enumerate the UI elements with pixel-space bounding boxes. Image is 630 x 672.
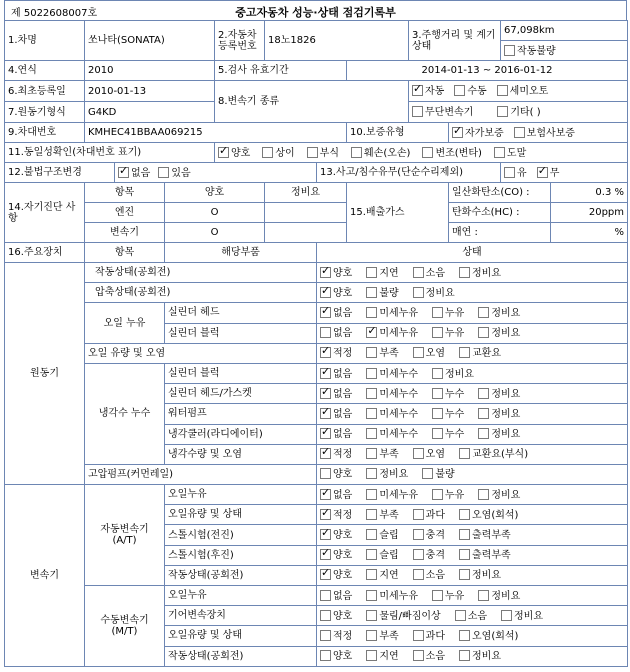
checkbox[interactable] xyxy=(478,590,489,601)
option[interactable]: 누유 xyxy=(432,489,464,501)
first-reg-value: 2010-01-13 xyxy=(85,81,215,102)
state-options xyxy=(317,565,628,585)
identity-label: 11.동일성확인(차대번호 표기) xyxy=(5,143,215,163)
option[interactable]: 정비요 xyxy=(478,307,520,319)
emission-hc-label: 탄화수소(HC) : xyxy=(449,203,551,223)
option[interactable]: 누유 xyxy=(432,307,464,319)
option[interactable]: 충격 xyxy=(413,529,445,541)
checkbox[interactable] xyxy=(366,307,377,318)
inspection-value: 2014-01-13 ~ 2016-01-12 xyxy=(347,61,628,81)
option[interactable]: 누수 xyxy=(432,388,464,400)
state-options xyxy=(317,303,628,323)
option[interactable]: 정비요 xyxy=(501,610,543,622)
option[interactable]: 수동 xyxy=(454,85,486,97)
checkbox[interactable] xyxy=(366,569,377,580)
checkbox[interactable] xyxy=(494,147,505,158)
checkbox[interactable] xyxy=(307,147,318,158)
option[interactable]: 슬립 xyxy=(366,549,398,561)
document-number: 제 5022608007호 xyxy=(11,8,98,19)
option[interactable]: 정비요 xyxy=(413,287,455,299)
at-label: 자동변속기 (A/T) xyxy=(85,485,165,586)
checkbox[interactable] xyxy=(412,106,423,117)
checkbox[interactable] xyxy=(537,167,548,178)
engine-part: 실린더 헤드/가스켓 xyxy=(165,384,317,404)
option[interactable]: 정비요 xyxy=(432,368,474,380)
checkbox[interactable] xyxy=(432,388,443,399)
state-options xyxy=(317,263,628,283)
option[interactable]: 정비요 xyxy=(459,650,501,662)
selfdiag-engine-repair xyxy=(265,203,347,223)
engine-item: 작동상태(공회전) xyxy=(85,263,317,283)
option[interactable]: 누유 xyxy=(432,327,464,339)
option[interactable]: 부족 xyxy=(366,509,398,521)
option[interactable]: 정비요 xyxy=(478,489,520,501)
checkbox[interactable] xyxy=(320,347,331,358)
option[interactable]: 누수 xyxy=(432,408,464,420)
selfdiag-col-good: 양호 xyxy=(165,183,265,203)
option[interactable]: 미세누수 xyxy=(366,428,418,440)
car-name-value: 쏘나타(SONATA) xyxy=(85,21,215,61)
option[interactable]: ✓ 없음 xyxy=(118,167,150,179)
option[interactable]: ✓ 양호 xyxy=(320,267,352,279)
option[interactable]: 정비요 xyxy=(459,569,501,581)
option[interactable]: ✓자동 xyxy=(412,85,444,97)
option[interactable]: 정비요 xyxy=(459,267,501,279)
option[interactable]: ✓ 없음 xyxy=(320,388,352,400)
checkbox[interactable] xyxy=(459,509,470,520)
checkbox[interactable] xyxy=(504,45,515,56)
option[interactable]: ✓ 없음 xyxy=(320,307,352,319)
state-options xyxy=(317,283,628,303)
option[interactable]: 오염(회석) xyxy=(459,630,518,642)
checkbox[interactable] xyxy=(262,147,273,158)
state-options xyxy=(317,343,628,363)
emission-label: 15.배출가스 xyxy=(347,183,449,243)
main-dev-label: 16.주요장치 xyxy=(5,243,85,263)
checkbox[interactable] xyxy=(320,509,331,520)
option[interactable]: 오염 xyxy=(413,448,445,460)
year-value: 2010 xyxy=(85,61,215,81)
emission-co-label: 일산화탄소(CO) : xyxy=(449,183,551,203)
state-options xyxy=(317,444,628,464)
option[interactable]: 있음 xyxy=(158,167,190,179)
checkbox[interactable] xyxy=(320,287,331,298)
checkbox[interactable] xyxy=(320,630,331,641)
emission-smoke-value: % xyxy=(551,223,628,243)
state-options xyxy=(317,485,628,505)
engine-type-value: G4KD xyxy=(85,102,215,123)
option[interactable]: 보험사보증 xyxy=(514,127,575,139)
checkbox[interactable] xyxy=(501,610,512,621)
checkbox[interactable] xyxy=(478,388,489,399)
checkbox[interactable] xyxy=(320,327,331,338)
engine-part: 워터펌프 xyxy=(165,404,317,424)
checkbox[interactable] xyxy=(366,549,377,560)
checkbox[interactable] xyxy=(422,468,433,479)
emission-co-value: 0.3 % xyxy=(551,183,628,203)
engine-item: 고압펌프(커먼레일) xyxy=(85,464,317,484)
option[interactable]: 미세누유 xyxy=(366,307,418,319)
identity-opts xyxy=(215,143,628,163)
state-options xyxy=(317,464,628,484)
checkbox[interactable] xyxy=(366,448,377,459)
mt-part: 오일유량 및 상태 xyxy=(165,626,317,646)
option[interactable]: 소음 xyxy=(455,610,487,622)
checkbox[interactable] xyxy=(413,569,424,580)
state-options xyxy=(317,626,628,646)
option[interactable]: ✓ 미세누유 xyxy=(366,327,418,339)
checkbox[interactable] xyxy=(432,327,443,338)
checkbox[interactable] xyxy=(366,630,377,641)
transmission-opts-1 xyxy=(409,81,628,102)
option[interactable]: 미세누유 xyxy=(366,590,418,602)
option[interactable]: 부족 xyxy=(366,448,398,460)
state-options xyxy=(317,646,628,666)
warranty-label: 10.보증유형 xyxy=(347,123,449,143)
state-options xyxy=(317,363,628,383)
checkbox[interactable] xyxy=(366,347,377,358)
checkbox[interactable] xyxy=(478,489,489,500)
option[interactable]: ✓ 양호 xyxy=(320,569,352,581)
checkbox[interactable] xyxy=(413,287,424,298)
option[interactable]: 교환요 xyxy=(459,347,501,359)
vin-value: KMHEC41BBAA069215 xyxy=(85,123,347,143)
checkbox[interactable] xyxy=(497,106,508,117)
at-part: 스톨시험(전진) xyxy=(165,525,317,545)
checkbox[interactable] xyxy=(455,610,466,621)
option[interactable]: ✓ 적정 xyxy=(320,347,352,359)
main-dev-col-part: 해당부품 xyxy=(165,243,317,263)
checkbox[interactable] xyxy=(413,267,424,278)
at-part: 작동상태(공회전) xyxy=(165,565,317,585)
option[interactable]: 소음 xyxy=(413,569,445,581)
checkbox[interactable] xyxy=(413,630,424,641)
option[interactable]: ✓ 적정 xyxy=(320,509,352,521)
option[interactable]: ✓ 무 xyxy=(537,167,560,179)
option[interactable]: 소음 xyxy=(413,650,445,662)
option[interactable]: ✓ 없음 xyxy=(320,408,352,420)
checkbox[interactable] xyxy=(366,368,377,379)
checkbox[interactable] xyxy=(459,630,470,641)
engine-item: 오일 누유 xyxy=(85,303,165,343)
option[interactable]: 정비요 xyxy=(478,428,520,440)
at-part: 스톨시험(후진) xyxy=(165,545,317,565)
checkbox[interactable] xyxy=(413,650,424,661)
checkbox[interactable] xyxy=(413,529,424,540)
option[interactable]: 미세누수 xyxy=(366,408,418,420)
checkbox[interactable] xyxy=(432,489,443,500)
trans-group: 변속기 xyxy=(5,485,85,667)
at-part: 오일누유 xyxy=(165,485,317,505)
option[interactable]: 누수 xyxy=(432,428,464,440)
checkbox[interactable] xyxy=(432,368,443,379)
option[interactable]: 양호 xyxy=(320,650,352,662)
option[interactable]: ✓ 양호 xyxy=(218,147,250,159)
option[interactable]: 세미오토 xyxy=(497,85,549,97)
checkbox[interactable] xyxy=(320,368,331,379)
option[interactable]: 없음 xyxy=(320,590,352,602)
checkbox[interactable] xyxy=(459,549,470,560)
option[interactable]: 불량 xyxy=(366,287,398,299)
checkbox[interactable] xyxy=(320,489,331,500)
checkbox[interactable] xyxy=(459,448,470,459)
checkbox[interactable] xyxy=(366,327,377,338)
accident-label: 13.사고/침수유무(단순수리제외) xyxy=(317,163,501,183)
checkbox[interactable] xyxy=(478,307,489,318)
checkbox[interactable] xyxy=(320,307,331,318)
state-options xyxy=(317,606,628,626)
state-options xyxy=(317,545,628,565)
transmission-opts-2 xyxy=(409,102,628,123)
checkbox[interactable] xyxy=(366,468,377,479)
checkbox[interactable] xyxy=(366,650,377,661)
checkbox[interactable] xyxy=(158,167,169,178)
checkbox[interactable] xyxy=(366,489,377,500)
illegal-label: 12.불법구조변경 xyxy=(5,163,115,183)
document-header xyxy=(4,0,627,20)
emission-smoke-label: 매연 : xyxy=(449,223,551,243)
inspection-table xyxy=(4,20,628,667)
checkbox[interactable] xyxy=(413,549,424,560)
checkbox[interactable] xyxy=(320,590,331,601)
mt-part: 오일누유 xyxy=(165,586,317,606)
selfdiag-trans-repair xyxy=(265,223,347,243)
reg-no-label: 2.자동차 등록번호 xyxy=(215,21,265,61)
state-options xyxy=(317,323,628,343)
state-options xyxy=(317,505,628,525)
checkbox[interactable] xyxy=(366,287,377,298)
accident-opts xyxy=(501,163,628,183)
emission-hc-value: 20ppm xyxy=(551,203,628,223)
option[interactable]: 기타( ) xyxy=(497,106,540,118)
reg-no-value: 18노1826 xyxy=(265,21,409,61)
checkbox[interactable] xyxy=(320,388,331,399)
checkbox[interactable] xyxy=(413,448,424,459)
option[interactable]: 과다 xyxy=(413,630,445,642)
mileage-label: 3.주행거리 및 계기상태 xyxy=(409,21,501,61)
option[interactable]: 부족 xyxy=(366,347,398,359)
option[interactable]: 정비요 xyxy=(478,590,520,602)
engine-part: 냉각쿨러(라디에이터) xyxy=(165,424,317,444)
checkbox[interactable] xyxy=(452,127,463,138)
option[interactable]: 미세누수 xyxy=(366,368,418,380)
year-label: 4.연식 xyxy=(5,61,85,81)
option[interactable]: ✓ 적정 xyxy=(320,448,352,460)
checkbox[interactable] xyxy=(366,428,377,439)
checkbox[interactable] xyxy=(320,569,331,580)
checkbox[interactable] xyxy=(320,610,331,621)
checkbox[interactable] xyxy=(366,590,377,601)
option[interactable]: 도말 xyxy=(494,147,526,159)
option[interactable]: 없음 xyxy=(320,327,352,339)
engine-part: 실린더 헤드 xyxy=(165,303,317,323)
selfdiag-label: 14.자기진단 사항 xyxy=(5,183,85,243)
option[interactable]: 상이 xyxy=(262,147,294,159)
checkbox[interactable] xyxy=(413,509,424,520)
checkbox[interactable] xyxy=(218,147,229,158)
checkbox[interactable] xyxy=(351,147,362,158)
checkbox[interactable] xyxy=(320,448,331,459)
option[interactable]: 교환요(부식) xyxy=(459,448,528,460)
checkbox[interactable] xyxy=(478,428,489,439)
mt-label: 수동변속기 (M/T) xyxy=(85,586,165,667)
checkbox[interactable] xyxy=(366,509,377,520)
checkbox[interactable] xyxy=(366,267,377,278)
checkbox[interactable] xyxy=(432,408,443,419)
state-options xyxy=(317,404,628,424)
checkbox[interactable] xyxy=(320,529,331,540)
option[interactable]: 정비요 xyxy=(478,408,520,420)
option[interactable]: 과다 xyxy=(413,509,445,521)
option[interactable]: ✓ 없음 xyxy=(320,428,352,440)
checkbox[interactable] xyxy=(459,650,470,661)
option[interactable]: ✓ 양호 xyxy=(320,529,352,541)
option[interactable]: 지연 xyxy=(366,569,398,581)
option[interactable]: 부족 xyxy=(366,630,398,642)
option[interactable]: 무단변속기 xyxy=(412,106,473,118)
checkbox[interactable] xyxy=(320,549,331,560)
option[interactable]: 슬립 xyxy=(366,529,398,541)
option[interactable]: 누유 xyxy=(432,590,464,602)
option[interactable]: 오염(회석) xyxy=(459,509,518,521)
at-part: 오일유량 및 상태 xyxy=(165,505,317,525)
option[interactable]: 정비요 xyxy=(366,468,408,480)
checkbox[interactable] xyxy=(514,127,525,138)
checkbox[interactable] xyxy=(459,529,470,540)
engine-item: 오일 유량 및 오염 xyxy=(85,343,317,363)
option[interactable]: 지연 xyxy=(366,650,398,662)
option[interactable]: 정비요 xyxy=(478,327,520,339)
engine-type-label: 7.원동기형식 xyxy=(5,102,85,123)
option[interactable]: 오염 xyxy=(413,347,445,359)
state-options xyxy=(317,424,628,444)
checkbox[interactable] xyxy=(366,388,377,399)
engine-part: 실린더 블럭 xyxy=(165,323,317,343)
state-options xyxy=(317,525,628,545)
option[interactable]: 양호 xyxy=(320,610,352,622)
option[interactable]: ✓ 없음 xyxy=(320,489,352,501)
mt-part: 작동상태(공회전) xyxy=(165,646,317,666)
checkbox[interactable] xyxy=(412,85,423,96)
document-title: 중고자동차 성능·상태 점검기록부 xyxy=(235,6,396,19)
option[interactable]: 소음 xyxy=(413,267,445,279)
option[interactable]: 불량 xyxy=(422,468,454,480)
state-options xyxy=(317,586,628,606)
checkbox[interactable] xyxy=(320,650,331,661)
vin-label: 9.차대번호 xyxy=(5,123,85,143)
checkbox[interactable] xyxy=(454,85,465,96)
option[interactable]: 충격 xyxy=(413,549,445,561)
state-options xyxy=(317,384,628,404)
checkbox[interactable] xyxy=(478,408,489,419)
checkbox[interactable] xyxy=(459,569,470,580)
checkbox[interactable] xyxy=(432,428,443,439)
engine-item: 압축상태(공회전) xyxy=(85,283,317,303)
selfdiag-engine: 엔진 xyxy=(85,203,165,223)
option[interactable]: 적정 xyxy=(320,630,352,642)
option[interactable]: 미세누유 xyxy=(366,489,418,501)
checkbox[interactable] xyxy=(320,408,331,419)
engine-group: 원동기 xyxy=(5,263,85,485)
option[interactable]: ✓ 없음 xyxy=(320,368,352,380)
main-dev-col-state: 상태 xyxy=(317,243,628,263)
option[interactable]: ✓ 자가보증 xyxy=(452,127,504,139)
main-dev-col-item: 항목 xyxy=(85,243,165,263)
option[interactable]: 미세누수 xyxy=(366,388,418,400)
checkbox[interactable] xyxy=(432,307,443,318)
checkbox[interactable] xyxy=(366,529,377,540)
selfdiag-trans: 변속기 xyxy=(85,223,165,243)
checkbox[interactable] xyxy=(497,85,508,96)
option[interactable]: ✓ 양호 xyxy=(320,549,352,561)
option[interactable]: 출력부족 xyxy=(459,549,511,561)
checkbox[interactable] xyxy=(459,347,470,358)
transmission-label: 8.변속기 종류 xyxy=(215,81,409,123)
engine-part: 실린더 블럭 xyxy=(165,363,317,383)
checkbox[interactable] xyxy=(422,147,433,158)
illegal-opts xyxy=(115,163,317,183)
checkbox[interactable] xyxy=(320,468,331,479)
option[interactable]: 유 xyxy=(504,167,527,179)
checkbox[interactable] xyxy=(366,610,377,621)
option[interactable]: 양호 xyxy=(320,468,352,480)
selfdiag-col-item: 항목 xyxy=(85,183,165,203)
option[interactable]: 출력부족 xyxy=(459,529,511,541)
checkbox[interactable] xyxy=(432,590,443,601)
checkbox[interactable] xyxy=(366,408,377,419)
selfdiag-engine-good: O xyxy=(165,203,265,223)
option[interactable]: 훼손(오손) xyxy=(351,147,410,159)
option[interactable]: 부식 xyxy=(307,147,339,159)
option[interactable]: 정비요 xyxy=(478,388,520,400)
selfdiag-col-repair: 정비요 xyxy=(265,183,347,203)
checkbox[interactable] xyxy=(459,267,470,278)
inspection-label: 5.검사 유효기간 xyxy=(215,61,347,81)
checkbox[interactable] xyxy=(413,347,424,358)
warranty-opts xyxy=(449,123,628,143)
checkbox[interactable] xyxy=(504,167,515,178)
mileage-fault: 작동불량 xyxy=(517,45,556,57)
mileage-value: 67,098km xyxy=(501,21,628,41)
first-reg-label: 6.최초등록일 xyxy=(5,81,85,102)
car-name-label: 1.차명 xyxy=(5,21,85,61)
selfdiag-trans-good: O xyxy=(165,223,265,243)
engine-part: 냉각수량 및 오염 xyxy=(165,444,317,464)
option[interactable]: 변조(변타) xyxy=(422,147,481,159)
checkbox[interactable] xyxy=(118,167,129,178)
option[interactable]: 지연 xyxy=(366,267,398,279)
option[interactable]: ✓ 양호 xyxy=(320,287,352,299)
checkbox[interactable] xyxy=(320,267,331,278)
engine-item: 냉각수 누수 xyxy=(85,363,165,464)
option[interactable]: 물림/빠짐이상 xyxy=(366,610,440,622)
checkbox[interactable] xyxy=(478,327,489,338)
checkbox[interactable] xyxy=(320,428,331,439)
mt-part: 기어변속장치 xyxy=(165,606,317,626)
